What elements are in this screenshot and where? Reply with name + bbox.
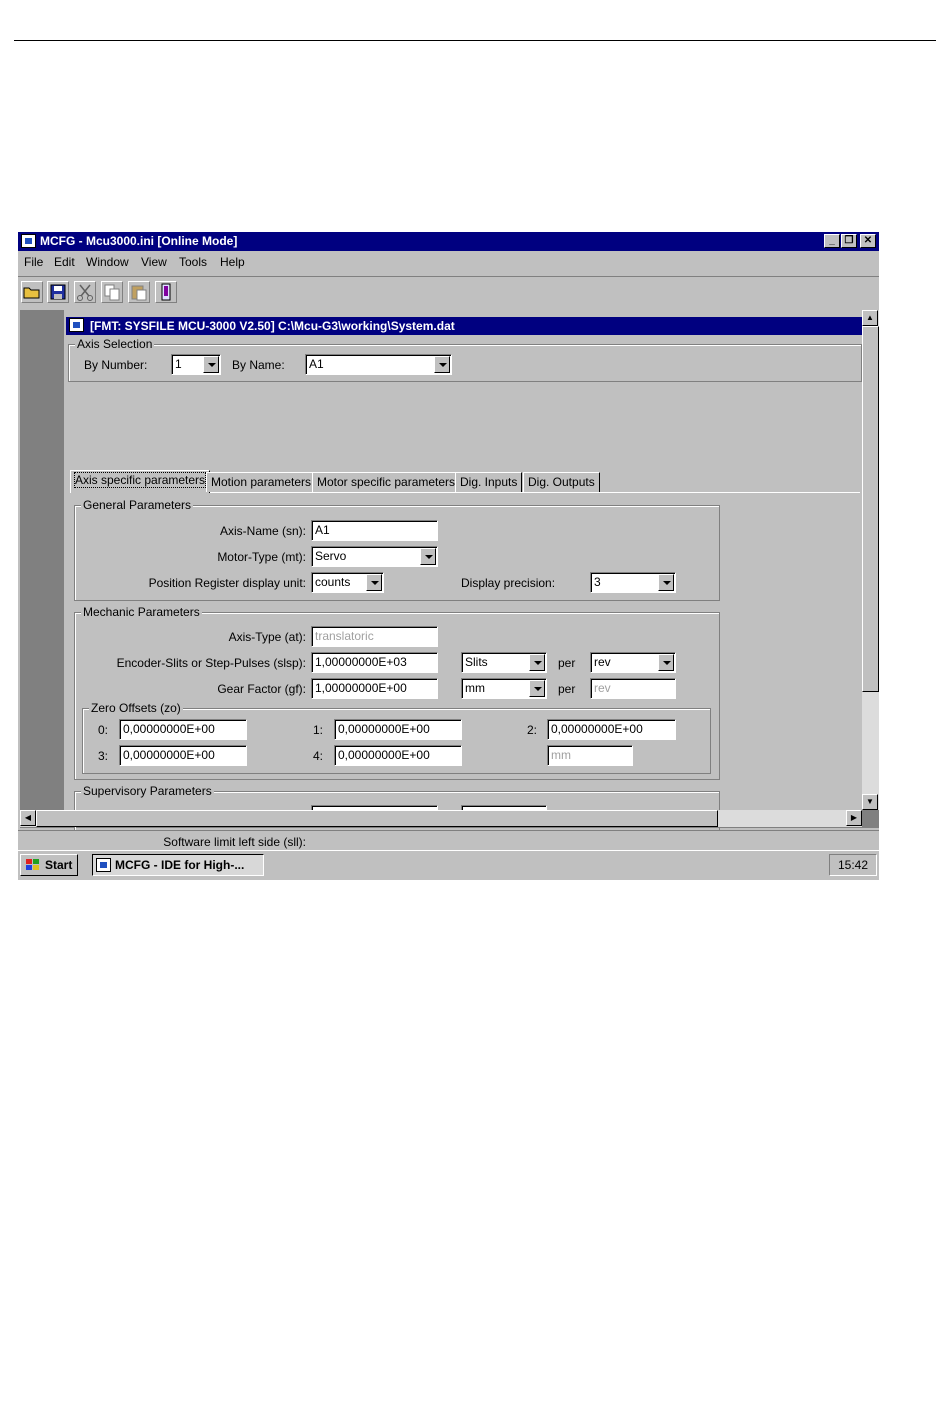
chevron-down-icon[interactable] <box>420 548 436 565</box>
start-label: Start <box>45 858 73 872</box>
window-title: MCFG - Mcu3000.ini [Online Mode] <box>40 234 238 248</box>
zero-offsets-label: Zero Offsets (zo) <box>91 701 181 715</box>
copy-icon[interactable] <box>101 281 123 303</box>
taskbar <box>18 850 879 880</box>
gear-per-unit-field: rev <box>590 678 676 699</box>
horizontal-scrollbar[interactable] <box>20 810 862 827</box>
zero-offset-2-field[interactable]: 0,00000000E+00 <box>547 719 676 740</box>
window-titlebar[interactable] <box>18 232 879 251</box>
toolbar <box>18 276 879 309</box>
menu-help[interactable]: Help <box>220 255 245 269</box>
tab-dig-outputs[interactable] <box>523 472 600 492</box>
menu-tools[interactable]: Tools <box>179 255 208 269</box>
zero-offset-0-label: 0: <box>98 723 109 737</box>
encoder-per-unit-value: rev <box>594 655 611 669</box>
pos-unit-value: counts <box>315 575 351 589</box>
save-icon[interactable] <box>47 281 69 303</box>
chevron-down-icon[interactable] <box>658 574 674 591</box>
axis-type-label: Axis-Type (at): <box>228 630 306 644</box>
chevron-down-icon[interactable] <box>203 356 219 373</box>
vertical-scroll-thumb[interactable] <box>862 326 879 692</box>
child-titlebar[interactable] <box>66 317 862 335</box>
scroll-left-icon[interactable]: ◀ <box>20 810 36 826</box>
zero-offset-2-label: 2: <box>527 723 538 737</box>
paste-icon[interactable] <box>128 281 150 303</box>
by-number-value: 1 <box>175 357 182 371</box>
by-name-value: A1 <box>309 357 324 371</box>
tab-dig-inputs[interactable] <box>455 472 522 492</box>
tab-motor-specific[interactable] <box>312 472 460 492</box>
open-folder-icon[interactable] <box>21 281 43 303</box>
by-name-label: By Name: <box>232 358 285 372</box>
tab-motion[interactable] <box>206 472 316 492</box>
page-rule <box>14 40 936 41</box>
close-icon[interactable]: ✕ <box>860 234 876 248</box>
taskbar-item-label: MCFG - IDE for High-... <box>115 858 245 872</box>
motor-type-value: Servo <box>315 549 347 563</box>
zero-offset-3-field[interactable]: 0,00000000E+00 <box>119 745 247 766</box>
horizontal-scroll-thumb[interactable] <box>36 810 718 827</box>
encoder-label: Encoder-Slits or Step-Pulses (slsp): <box>116 656 306 670</box>
chevron-down-icon[interactable] <box>434 356 450 373</box>
encoder-unit-select[interactable] <box>461 652 547 673</box>
tab-axis-specific[interactable] <box>70 470 210 493</box>
by-name-select[interactable] <box>305 354 452 375</box>
mdi-area <box>20 310 879 849</box>
taskbar-item-mcfg[interactable] <box>92 854 264 876</box>
menu-bar <box>18 252 879 272</box>
precision-value: 3 <box>594 575 601 589</box>
menu-window[interactable]: Window <box>86 255 129 269</box>
tab-motion-label: Motion parameters <box>211 475 312 489</box>
taskbar-clock: 15:42 <box>829 854 877 876</box>
by-number-label: By Number: <box>84 358 148 372</box>
child-window <box>64 310 862 810</box>
zero-offset-1-field[interactable]: 0,00000000E+00 <box>334 719 462 740</box>
menu-file[interactable]: File <box>24 255 44 269</box>
encoder-per-unit-select[interactable] <box>590 652 676 673</box>
app-icon[interactable] <box>21 234 36 248</box>
gear-unit-value: mm <box>465 681 485 695</box>
zero-offset-1-label: 1: <box>313 723 324 737</box>
tab-motor-specific-label: Motor specific parameters <box>317 475 456 489</box>
status-bar <box>18 830 879 849</box>
chevron-down-icon[interactable] <box>529 654 545 671</box>
gear-factor-label: Gear Factor (gf): <box>217 682 306 696</box>
minimize-icon[interactable]: _ <box>824 234 840 248</box>
encoder-per-label: per <box>558 656 576 670</box>
mechanic-parameters-label: Mechanic Parameters <box>83 605 200 619</box>
sll-label: Software limit left side (sll): <box>163 835 306 849</box>
motor-type-select[interactable] <box>311 546 438 567</box>
menu-view[interactable]: View <box>141 255 167 269</box>
tab-dig-inputs-label: Dig. Inputs <box>460 475 518 489</box>
axis-name-field[interactable]: A1 <box>311 520 438 541</box>
start-button[interactable] <box>20 854 78 876</box>
zero-offset-0-field[interactable]: 0,00000000E+00 <box>119 719 247 740</box>
scroll-right-icon[interactable]: ▶ <box>846 810 862 826</box>
app-window <box>18 232 879 879</box>
encoder-field[interactable]: 1,00000000E+03 <box>311 652 438 673</box>
axis-selection-label: Axis Selection <box>77 337 153 351</box>
vertical-scrollbar[interactable] <box>862 310 879 810</box>
gear-unit-select[interactable] <box>461 678 547 699</box>
cut-icon[interactable] <box>74 281 96 303</box>
task-app-icon <box>96 858 111 872</box>
tab-axis-specific-label: Axis specific parameters <box>75 473 206 487</box>
gear-per-label: per <box>558 682 576 696</box>
gear-factor-field[interactable]: 1,00000000E+00 <box>311 678 438 699</box>
supervisory-parameters-label: Supervisory Parameters <box>83 784 212 798</box>
menu-edit[interactable]: Edit <box>54 255 75 269</box>
axis-name-label: Axis-Name (sn): <box>219 524 306 538</box>
encoder-unit-value: Slits <box>465 655 488 669</box>
scroll-down-icon[interactable]: ▼ <box>862 794 878 810</box>
restore-icon[interactable]: ❐ <box>841 234 857 248</box>
pos-unit-select[interactable] <box>311 572 384 593</box>
online-icon[interactable] <box>155 281 177 303</box>
chevron-down-icon[interactable] <box>366 574 382 591</box>
child-title: [FMT: SYSFILE MCU-3000 V2.50] C:\Mcu-G3\working\System.dat <box>90 319 455 333</box>
pos-unit-label: Position Register display unit: <box>148 576 306 590</box>
motor-type-label: Motor-Type (mt): <box>217 550 306 564</box>
zero-offset-4-field[interactable]: 0,00000000E+00 <box>334 745 462 766</box>
chevron-down-icon[interactable] <box>658 654 674 671</box>
zero-offset-unit-field: mm <box>547 745 633 766</box>
by-number-select[interactable] <box>171 354 221 375</box>
child-app-icon[interactable] <box>69 318 84 332</box>
windows-logo-icon <box>25 858 41 872</box>
precision-select[interactable] <box>590 572 676 593</box>
precision-label: Display precision: <box>461 576 556 590</box>
tab-dig-outputs-label: Dig. Outputs <box>528 475 595 489</box>
zero-offset-4-label: 4: <box>313 749 324 763</box>
axis-type-field: translatoric <box>311 626 438 647</box>
general-parameters-label: General Parameters <box>83 498 192 512</box>
scroll-up-icon[interactable]: ▲ <box>862 310 878 326</box>
chevron-down-icon[interactable] <box>529 680 545 697</box>
zero-offset-3-label: 3: <box>98 749 109 763</box>
